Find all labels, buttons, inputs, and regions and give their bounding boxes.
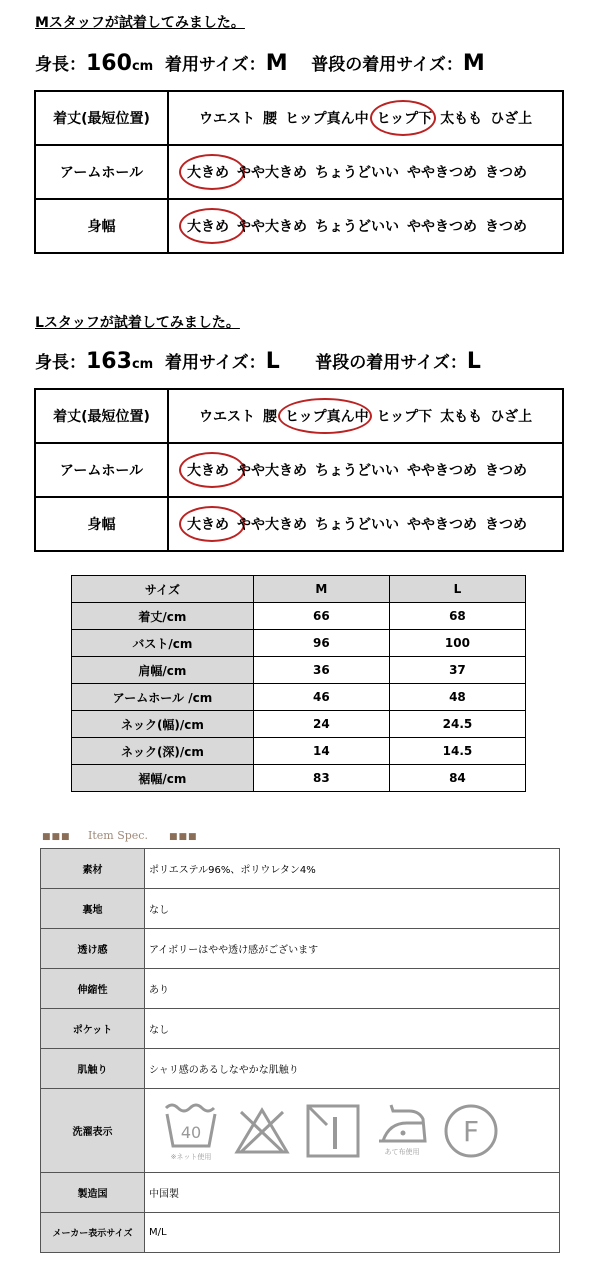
spec-value: なし bbox=[145, 889, 560, 929]
spec-label: 透け感 bbox=[41, 929, 145, 969]
fit-option: ヒップ下 bbox=[376, 409, 433, 425]
table-row bbox=[72, 684, 526, 711]
size-row-label: 着丈/cm bbox=[72, 603, 254, 630]
fit-option: やや大きめ bbox=[237, 517, 307, 533]
l-usual-label: 普段の着用サイズ： bbox=[315, 353, 467, 373]
l-height-label: 身長： bbox=[35, 353, 86, 373]
fit-option-selected: 大きめ bbox=[187, 460, 229, 480]
size-row-l: 84 bbox=[389, 765, 525, 792]
iron-note: あて布使用 bbox=[384, 1147, 420, 1156]
m-usual-label: 普段の着用サイズ： bbox=[311, 55, 463, 75]
size-header-l: L bbox=[389, 576, 525, 603]
table-row bbox=[72, 630, 526, 657]
table-row bbox=[41, 969, 560, 1009]
table-row bbox=[41, 1173, 560, 1213]
selection-circle bbox=[179, 506, 245, 542]
size-header-size: サイズ bbox=[72, 576, 254, 603]
care-row bbox=[41, 1089, 560, 1173]
spec-value: あり bbox=[145, 969, 560, 1009]
fit-option: ヒップ真ん中 bbox=[285, 111, 369, 127]
maker-size-value: M/L bbox=[145, 1213, 560, 1253]
l-height-unit: cm bbox=[131, 357, 154, 372]
fit-option-selected: 大きめ bbox=[187, 162, 229, 182]
m-size-label: 着用サイズ： bbox=[165, 55, 266, 75]
table-row bbox=[72, 738, 526, 765]
l-height-value: 163 bbox=[86, 349, 132, 374]
spec-label: ポケット bbox=[41, 1009, 145, 1049]
m-fit-label-length: 着丈(最短位置) bbox=[35, 91, 168, 145]
wash-40-net-icon bbox=[163, 1100, 219, 1162]
no-bleach-icon bbox=[233, 1106, 291, 1156]
item-spec-heading bbox=[42, 829, 197, 842]
l-fit-table bbox=[34, 388, 564, 552]
l-fit-options-width bbox=[168, 497, 563, 551]
size-row-m: 66 bbox=[253, 603, 389, 630]
fit-option-selected: 大きめ bbox=[187, 514, 229, 534]
m-fit-options-width bbox=[168, 199, 563, 253]
l-fit-options-length bbox=[168, 389, 563, 443]
size-row-label: バスト/cm bbox=[72, 630, 254, 657]
size-row-m: 14 bbox=[253, 738, 389, 765]
table-row bbox=[72, 603, 526, 630]
spec-value: なし bbox=[145, 1009, 560, 1049]
size-row-label: ネック(深)/cm bbox=[72, 738, 254, 765]
dry-clean-letter: F bbox=[462, 1114, 480, 1148]
table-row bbox=[41, 849, 560, 889]
fit-option: ややきつめ bbox=[407, 165, 477, 181]
fit-option: きつめ bbox=[485, 165, 527, 181]
size-row-label: アームホール /cm bbox=[72, 684, 254, 711]
fit-option: きつめ bbox=[485, 463, 527, 479]
fit-option: ややきつめ bbox=[407, 517, 477, 533]
m-staff-title: Mスタッフが試着してみました。 bbox=[35, 15, 245, 31]
l-size-value: L bbox=[265, 349, 280, 374]
spec-label: 伸縮性 bbox=[41, 969, 145, 1009]
table-row bbox=[41, 1049, 560, 1089]
m-fit-options-length bbox=[168, 91, 563, 145]
care-icons-strip bbox=[149, 1100, 559, 1162]
size-row-label: 肩幅/cm bbox=[72, 657, 254, 684]
m-usual-value: M bbox=[462, 51, 485, 76]
l-fit-row-armhole bbox=[35, 443, 563, 497]
dry-clean-f-icon bbox=[443, 1103, 499, 1159]
selection-circle bbox=[278, 398, 372, 434]
fit-option: ウエスト bbox=[199, 111, 255, 127]
table-row bbox=[72, 711, 526, 738]
heading-squares: ■■■ bbox=[42, 832, 71, 842]
table-row bbox=[41, 929, 560, 969]
fit-option-selected: ヒップ下 bbox=[377, 108, 433, 128]
size-row-label: 裾幅/cm bbox=[72, 765, 254, 792]
table-row bbox=[41, 1009, 560, 1049]
fit-option: ひざ上 bbox=[490, 409, 533, 425]
size-row-l: 100 bbox=[389, 630, 525, 657]
heading-text: Item Spec. bbox=[88, 829, 148, 842]
origin-value: 中国製 bbox=[145, 1173, 560, 1213]
l-fit-label-length: 着丈(最短位置) bbox=[35, 389, 168, 443]
table-row bbox=[41, 889, 560, 929]
l-fit-label-width: 身幅 bbox=[35, 497, 168, 551]
size-row-l: 14.5 bbox=[389, 738, 525, 765]
origin-label: 製造国 bbox=[41, 1173, 145, 1213]
fit-option: ちょうどいい bbox=[315, 219, 399, 235]
l-fit-options-armhole bbox=[168, 443, 563, 497]
size-row-m: 46 bbox=[253, 684, 389, 711]
item-spec-table bbox=[40, 848, 560, 1253]
fit-option: ややきつめ bbox=[407, 219, 477, 235]
fit-option: 腰 bbox=[263, 111, 277, 127]
fit-option-selected: 大きめ bbox=[187, 216, 229, 236]
size-row-l: 37 bbox=[389, 657, 525, 684]
m-fit-label-armhole: アームホール bbox=[35, 145, 168, 199]
l-fit-row-width bbox=[35, 497, 563, 551]
l-usual-value: L bbox=[466, 349, 481, 374]
m-staff-measurements bbox=[35, 50, 485, 76]
fit-option: ちょうどいい bbox=[315, 517, 399, 533]
m-fit-table bbox=[34, 90, 564, 254]
size-row-m: 96 bbox=[253, 630, 389, 657]
l-staff-measurements bbox=[35, 348, 481, 374]
l-fit-row-length bbox=[35, 389, 563, 443]
size-table bbox=[71, 575, 526, 792]
heading-squares: ■■■ bbox=[168, 832, 198, 842]
m-fit-row-length bbox=[35, 91, 563, 145]
selection-circle bbox=[179, 452, 245, 488]
fit-option: きつめ bbox=[485, 219, 527, 235]
fit-option: 太もも bbox=[440, 409, 483, 425]
m-height-value: 160 bbox=[86, 51, 132, 76]
spec-label: 肌触り bbox=[41, 1049, 145, 1089]
spec-value: アイボリーはやや透け感がございます bbox=[145, 929, 560, 969]
spec-value: シャリ感のあるしなやかな肌触り bbox=[145, 1049, 560, 1089]
m-fit-row-width bbox=[35, 199, 563, 253]
m-height-unit: cm bbox=[131, 59, 154, 74]
size-header-m: M bbox=[253, 576, 389, 603]
wash-note: ※ネット使用 bbox=[170, 1152, 212, 1161]
selection-circle bbox=[179, 154, 245, 190]
fit-option: ちょうどいい bbox=[315, 463, 399, 479]
selection-circle bbox=[179, 208, 245, 244]
care-icons bbox=[145, 1089, 560, 1173]
fit-option: きつめ bbox=[485, 517, 527, 533]
fit-option: 腰 bbox=[263, 409, 277, 425]
fit-option-selected: ヒップ真ん中 bbox=[285, 406, 369, 426]
table-row bbox=[72, 765, 526, 792]
iron-low-cloth-icon bbox=[375, 1101, 429, 1161]
fit-option: ウエスト bbox=[199, 409, 255, 425]
wash-temp: 40 bbox=[180, 1122, 202, 1142]
table-row bbox=[72, 657, 526, 684]
spec-label: 素材 bbox=[41, 849, 145, 889]
m-fit-row-armhole bbox=[35, 145, 563, 199]
line-dry-shade-icon bbox=[305, 1103, 361, 1159]
size-row-m: 83 bbox=[253, 765, 389, 792]
m-fit-label-width: 身幅 bbox=[35, 199, 168, 253]
size-row-m: 24 bbox=[253, 711, 389, 738]
size-row-l: 24.5 bbox=[389, 711, 525, 738]
l-size-label: 着用サイズ： bbox=[165, 353, 266, 373]
fit-option: やや大きめ bbox=[237, 463, 307, 479]
size-row-l: 68 bbox=[389, 603, 525, 630]
fit-option: ちょうどいい bbox=[315, 165, 399, 181]
fit-option: ややきつめ bbox=[407, 463, 477, 479]
size-row-label: ネック(幅)/cm bbox=[72, 711, 254, 738]
size-row-m: 36 bbox=[253, 657, 389, 684]
fit-option: 太もも bbox=[440, 111, 483, 127]
selection-circle bbox=[370, 100, 436, 136]
spec-label: 裏地 bbox=[41, 889, 145, 929]
spec-value: ポリエステル96%、ポリウレタン4% bbox=[145, 849, 560, 889]
size-table-header bbox=[72, 576, 526, 603]
care-label: 洗濯表示 bbox=[41, 1089, 145, 1173]
l-fit-label-armhole: アームホール bbox=[35, 443, 168, 497]
m-height-label: 身長： bbox=[35, 55, 86, 75]
maker-size-label: メーカー表示サイズ bbox=[41, 1213, 145, 1253]
fit-option: ひざ上 bbox=[490, 111, 533, 127]
l-staff-title: Lスタッフが試着してみました。 bbox=[35, 315, 240, 331]
m-size-value: M bbox=[265, 51, 288, 76]
fit-option: やや大きめ bbox=[237, 219, 307, 235]
fit-option: やや大きめ bbox=[237, 165, 307, 181]
m-fit-options-armhole bbox=[168, 145, 563, 199]
size-row-l: 48 bbox=[389, 684, 525, 711]
table-row bbox=[41, 1213, 560, 1253]
